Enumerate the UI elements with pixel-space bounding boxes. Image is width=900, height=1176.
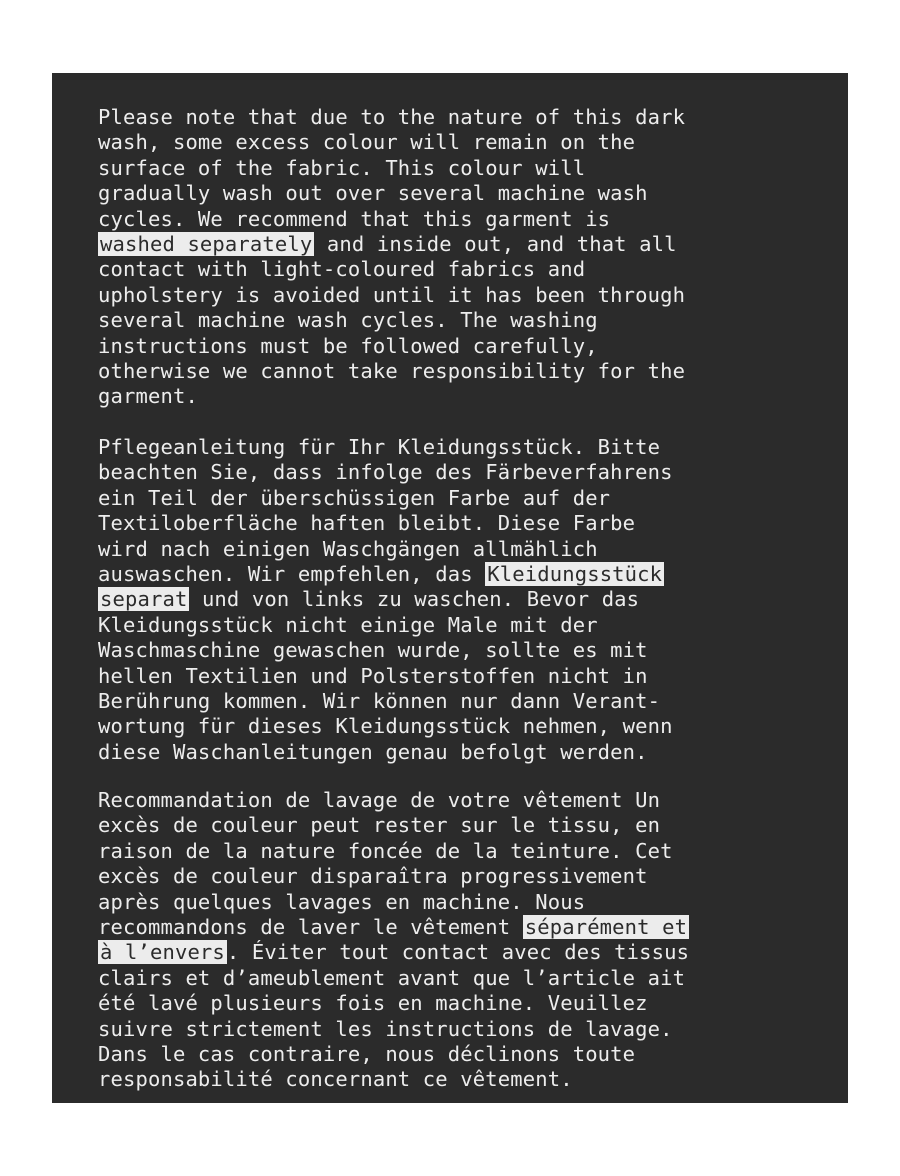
text-line: excès de couleur peut rester sur le tissu, en <box>98 813 661 838</box>
care-label-card <box>52 73 848 1103</box>
text-line: cycles. We recommend that this garment is <box>98 206 611 231</box>
text-segment: and inside out, and that all <box>314 231 677 256</box>
text-line: beachten Sie, dass infolge des Färbeverfahrens <box>98 460 673 485</box>
text-line: Waschmaschine gewaschen wurde, sollte es mit <box>98 638 648 663</box>
text-line: Recommandation de lavage de votre vêtement Un <box>98 788 661 812</box>
text-line: Kleidungsstück nicht einige Male mit der <box>98 612 598 637</box>
text-line: diese Waschanleitungen genau befolgt werden. <box>98 739 648 764</box>
highlight-separat: separat <box>100 587 188 612</box>
highlight-kleidungsstueck: Kleidungsstück <box>487 561 663 586</box>
text-line: Pflegeanleitung für Ihr Kleidungsstück. Bitte <box>98 435 661 459</box>
text-line: otherwise we cannot take responsibility for the <box>98 358 686 383</box>
text-line: excès de couleur disparaîtra progressivement <box>98 864 648 889</box>
text-line: upholstery is avoided until it has been through <box>98 282 686 307</box>
text-line <box>98 915 838 940</box>
text-line: wash, some excess colour will remain on the <box>98 130 636 155</box>
text-line: hellen Textilien und Polsterstoffen nicht in <box>98 663 648 688</box>
text-line: garment. <box>98 384 198 409</box>
care-text-french <box>98 788 838 1093</box>
text-line: Berührung kommen. Wir können nur dann Verant- <box>98 688 661 713</box>
text-line: surface of the fabric. This colour will <box>98 155 586 180</box>
care-text-english <box>98 105 838 410</box>
text-line: responsabilité concernant ce vêtement. <box>98 1067 573 1092</box>
text-line: après quelques lavages en machine. Nous <box>98 889 586 914</box>
text-segment: . Éviter tout contact avec des tissus <box>226 940 690 965</box>
highlight-separement-et: séparément et <box>524 914 688 939</box>
text-line: wird nach einigen Waschgängen allmählich <box>98 536 598 561</box>
text-line: contact with light-coloured fabrics and <box>98 257 586 282</box>
text-line <box>98 940 838 965</box>
text-line <box>98 232 838 257</box>
text-line: gradually wash out over several machine wash <box>98 181 648 206</box>
text-segment: auswaschen. Wir empfehlen, das <box>98 561 486 586</box>
text-line: wortung für dieses Kleidungsstück nehmen, wenn <box>98 714 673 739</box>
text-line: instructions must be followed carefully, <box>98 333 598 358</box>
text-line: été lavé plusieurs fois en machine. Veuillez <box>98 991 648 1016</box>
text-line: Please note that due to the nature of this dark <box>98 105 686 129</box>
text-line: several machine wash cycles. The washing <box>98 308 598 333</box>
text-line <box>98 587 838 612</box>
text-line: Textiloberfläche haften bleibt. Diese Farbe <box>98 511 636 536</box>
text-line: ein Teil der überschüssigen Farbe auf der <box>98 485 611 510</box>
text-line: suivre strictement les instructions de lavage. <box>98 1016 673 1041</box>
text-line: clairs et d’ameublement avant que l’article ait <box>98 965 686 990</box>
text-segment: recommandons de laver le vêtement <box>98 914 523 939</box>
text-segment: und von links zu waschen. Bevor das <box>189 587 640 612</box>
text-line: Dans le cas contraire, nous déclinons toute <box>98 1041 636 1066</box>
text-line <box>98 562 838 587</box>
care-text-german <box>98 435 838 765</box>
highlight-washed-separately: washed separately <box>100 231 313 256</box>
text-line: raison de la nature foncée de la teinture. Cet <box>98 838 673 863</box>
highlight-a-l-envers: à l’envers <box>100 940 225 965</box>
